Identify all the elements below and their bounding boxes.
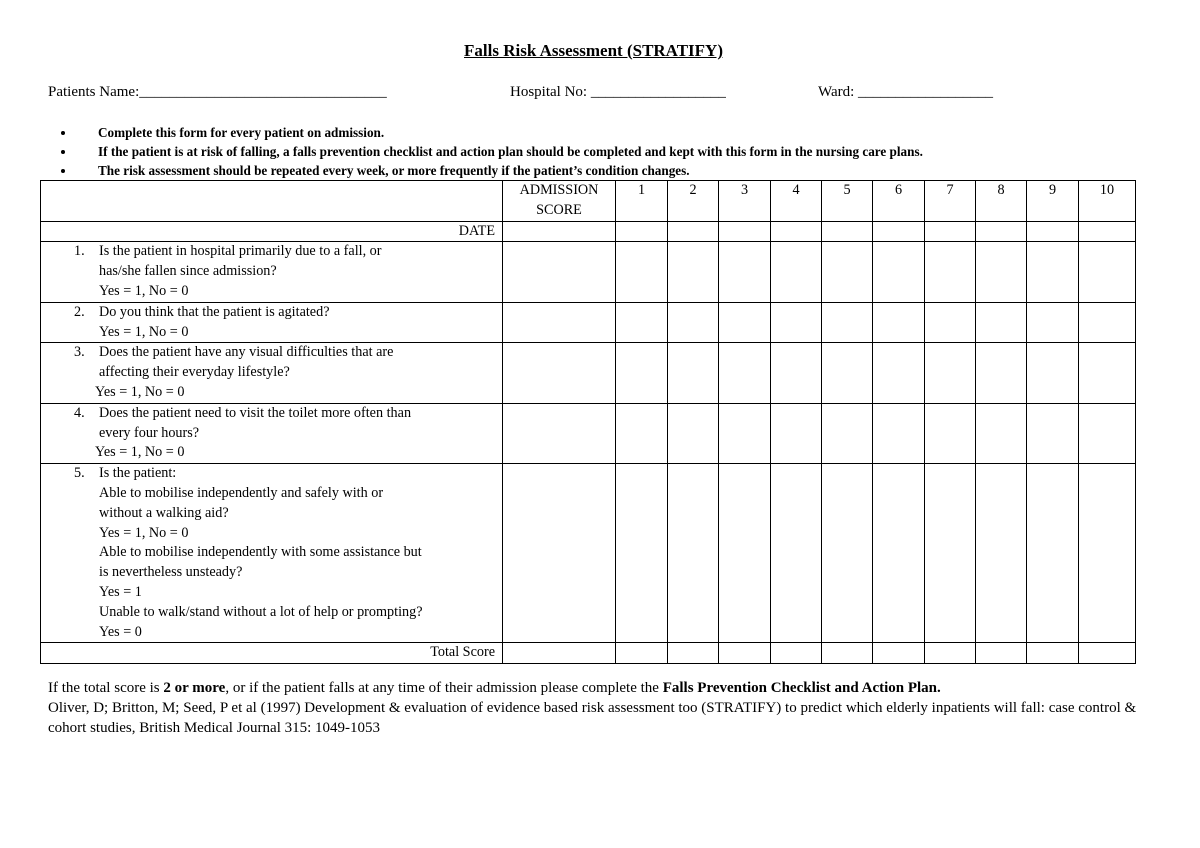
score-cell[interactable] bbox=[668, 343, 719, 403]
week-header: 3 bbox=[719, 181, 771, 222]
score-cell[interactable] bbox=[719, 343, 771, 403]
score-cell[interactable] bbox=[976, 403, 1027, 463]
date-cell[interactable] bbox=[668, 221, 719, 242]
ward-field[interactable]: Ward: __________________ bbox=[818, 84, 994, 100]
score-cell[interactable] bbox=[719, 403, 771, 463]
score-cell[interactable] bbox=[873, 464, 925, 643]
score-cell[interactable] bbox=[719, 302, 771, 343]
question-row-3 bbox=[41, 343, 1136, 403]
total-score-label: Total Score bbox=[41, 643, 503, 664]
week-header: 6 bbox=[873, 181, 925, 222]
instructions-list bbox=[48, 123, 923, 180]
week-header: 2 bbox=[668, 181, 719, 222]
score-cell[interactable] bbox=[616, 403, 668, 463]
total-row bbox=[41, 643, 1136, 664]
total-cell[interactable] bbox=[1079, 643, 1136, 664]
total-cell[interactable] bbox=[976, 643, 1027, 664]
question-row-1 bbox=[41, 242, 1136, 302]
score-cell[interactable] bbox=[976, 242, 1027, 302]
form-title: Falls Risk Assessment (STRATIFY) bbox=[464, 41, 723, 60]
score-cell[interactable] bbox=[1027, 343, 1079, 403]
score-cell[interactable] bbox=[616, 343, 668, 403]
header-blank-cell bbox=[41, 181, 503, 222]
question-3-text: 3. Does the patient have any visual difficulties that are affecting their everyday lifestyle? Yes = 1, No = 0 bbox=[41, 343, 503, 403]
score-cell[interactable] bbox=[616, 464, 668, 643]
instruction-item: • If the patient is at risk of falling, a falls prevention checklist and action plan should be completed and kept with this form in the nursing care plans. bbox=[76, 142, 923, 161]
score-cell[interactable] bbox=[616, 242, 668, 302]
score-cell[interactable] bbox=[771, 242, 822, 302]
score-cell[interactable] bbox=[616, 302, 668, 343]
assessment-table bbox=[40, 180, 1136, 664]
score-cell[interactable] bbox=[822, 343, 873, 403]
answer-key: Yes = 1, No = 0 bbox=[95, 383, 185, 400]
score-cell[interactable] bbox=[668, 242, 719, 302]
date-cell[interactable] bbox=[873, 221, 925, 242]
score-cell[interactable] bbox=[873, 242, 925, 302]
hospital-no-field[interactable]: Hospital No: __________________ bbox=[510, 84, 726, 100]
admission-score-header: ADMISSION SCORE bbox=[503, 181, 616, 222]
date-label: DATE bbox=[41, 221, 503, 242]
question-number: 5. bbox=[74, 465, 85, 482]
total-cell[interactable] bbox=[668, 643, 719, 664]
score-cell[interactable] bbox=[976, 464, 1027, 643]
score-cell[interactable] bbox=[668, 464, 719, 643]
question-1-text: 1. Is the patient in hospital primarily due to a fall, or has/she fallen since admission? Yes = 1, No = 0 bbox=[41, 242, 503, 302]
score-cell[interactable] bbox=[503, 302, 616, 343]
patients-name-field[interactable]: Patients Name:_________________________________ bbox=[48, 84, 387, 100]
answer-key: Yes = 1 bbox=[99, 583, 142, 600]
score-cell[interactable] bbox=[925, 464, 976, 643]
score-cell[interactable] bbox=[822, 302, 873, 343]
date-cell[interactable] bbox=[616, 221, 668, 242]
score-cell[interactable] bbox=[925, 242, 976, 302]
score-cell[interactable] bbox=[873, 343, 925, 403]
score-cell[interactable] bbox=[1079, 403, 1136, 463]
question-number: 2. bbox=[74, 303, 85, 320]
question-5-text: 5. Is the patient: Able to mobilise independently and safely with or without a walking aid? Yes = 1, No = 0 Able to mobilise independently with some assistance but is nevertheless unsteady? Yes = 1 Unable to walk/stand without a lot of help or prompting? Yes = 0 bbox=[41, 464, 503, 643]
score-cell[interactable] bbox=[873, 302, 925, 343]
total-cell[interactable] bbox=[616, 643, 668, 664]
total-cell[interactable] bbox=[771, 643, 822, 664]
score-cell[interactable] bbox=[503, 403, 616, 463]
score-cell[interactable] bbox=[1027, 464, 1079, 643]
question-row-2 bbox=[41, 302, 1136, 343]
total-cell[interactable] bbox=[503, 643, 616, 664]
score-cell[interactable] bbox=[771, 464, 822, 643]
date-row bbox=[41, 221, 1136, 242]
question-number: 4. bbox=[74, 404, 85, 421]
total-cell[interactable] bbox=[873, 643, 925, 664]
date-cell[interactable] bbox=[976, 221, 1027, 242]
week-header: 1 bbox=[616, 181, 668, 222]
footer-instruction: If the total score is 2 or more, or if the patient falls at any time of their admission please complete the Falls Prevention Checklist and Action Plan. bbox=[48, 680, 941, 696]
question-number: 1. bbox=[74, 243, 85, 260]
total-cell[interactable] bbox=[822, 643, 873, 664]
total-cell[interactable] bbox=[1027, 643, 1079, 664]
instruction-item: • The risk assessment should be repeated every week, or more frequently if the patient’s condition changes. bbox=[76, 161, 923, 180]
score-cell[interactable] bbox=[822, 464, 873, 643]
answer-key: Yes = 1, No = 0 bbox=[95, 444, 185, 461]
week-header: 8 bbox=[976, 181, 1027, 222]
date-cell[interactable] bbox=[1027, 221, 1079, 242]
score-cell[interactable] bbox=[925, 343, 976, 403]
question-number: 3. bbox=[74, 344, 85, 361]
week-header: 10 bbox=[1079, 181, 1136, 222]
header-row bbox=[41, 181, 1136, 222]
score-cell[interactable] bbox=[976, 302, 1027, 343]
score-cell[interactable] bbox=[925, 403, 976, 463]
instruction-item: • Complete this form for every patient on admission. bbox=[76, 123, 923, 142]
question-4-text: 4. Does the patient need to visit the toilet more often than every four hours? Yes = 1, No = 0 bbox=[41, 403, 503, 463]
week-header: 7 bbox=[925, 181, 976, 222]
score-cell[interactable] bbox=[719, 464, 771, 643]
score-cell[interactable] bbox=[1079, 464, 1136, 643]
score-cell[interactable] bbox=[822, 242, 873, 302]
score-cell[interactable] bbox=[668, 403, 719, 463]
score-cell[interactable] bbox=[771, 403, 822, 463]
total-cell[interactable] bbox=[925, 643, 976, 664]
date-cell[interactable] bbox=[1079, 221, 1136, 242]
question-row-5 bbox=[41, 464, 1136, 643]
date-cell[interactable] bbox=[719, 221, 771, 242]
score-cell[interactable] bbox=[503, 242, 616, 302]
week-header: 4 bbox=[771, 181, 822, 222]
score-cell[interactable] bbox=[1027, 302, 1079, 343]
score-cell[interactable] bbox=[1079, 302, 1136, 343]
answer-key: Yes = 0 bbox=[99, 623, 142, 640]
score-cell[interactable] bbox=[771, 302, 822, 343]
score-cell[interactable] bbox=[873, 403, 925, 463]
score-cell[interactable] bbox=[1079, 343, 1136, 403]
footer-citation: Oliver, D; Britton, M; Seed, P et al (1997) Development & evaluation of evidence based risk assessment too (STRATIFY) to predict which elderly inpatients will fall: case control & cohort studies, British Medical Journal 315: 1049-1053 bbox=[48, 700, 1137, 736]
week-header: 9 bbox=[1027, 181, 1079, 222]
answer-key: Yes = 1, No = 0 bbox=[99, 323, 189, 340]
score-cell[interactable] bbox=[1027, 242, 1079, 302]
score-cell[interactable] bbox=[503, 343, 616, 403]
score-cell[interactable] bbox=[925, 302, 976, 343]
week-header: 5 bbox=[822, 181, 873, 222]
score-cell[interactable] bbox=[822, 403, 873, 463]
score-cell[interactable] bbox=[771, 343, 822, 403]
answer-key: Yes = 1, No = 0 bbox=[99, 524, 189, 541]
footer-notes bbox=[48, 678, 1158, 738]
date-cell[interactable] bbox=[771, 221, 822, 242]
date-cell[interactable] bbox=[503, 221, 616, 242]
score-cell[interactable] bbox=[1079, 242, 1136, 302]
score-cell[interactable] bbox=[1027, 403, 1079, 463]
score-cell[interactable] bbox=[719, 242, 771, 302]
date-cell[interactable] bbox=[925, 221, 976, 242]
score-cell[interactable] bbox=[976, 343, 1027, 403]
answer-key: Yes = 1, No = 0 bbox=[99, 282, 189, 299]
score-cell[interactable] bbox=[503, 464, 616, 643]
question-row-4 bbox=[41, 403, 1136, 463]
question-2-text: 2. Do you think that the patient is agitated? Yes = 1, No = 0 bbox=[41, 302, 503, 343]
total-cell[interactable] bbox=[719, 643, 771, 664]
date-cell[interactable] bbox=[822, 221, 873, 242]
score-cell[interactable] bbox=[668, 302, 719, 343]
